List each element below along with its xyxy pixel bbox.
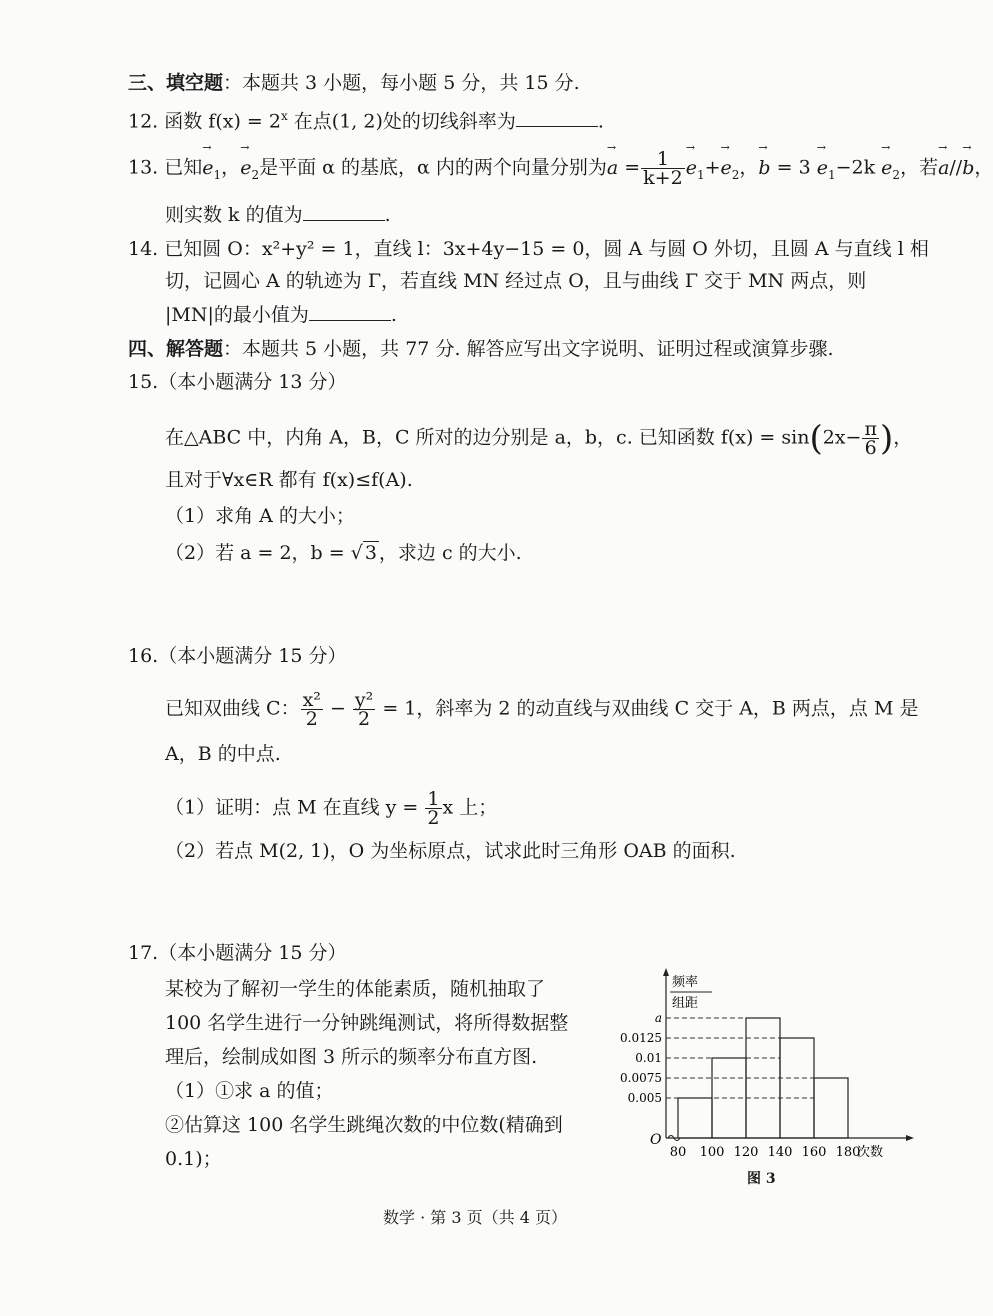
origin-label: O: [650, 1132, 662, 1148]
q12-number: 12.: [128, 110, 159, 133]
q12-text-pre: 函数 f(x) = 2: [164, 110, 281, 133]
q13-fraction: $\frac{1}{k+2}$: [643, 148, 683, 189]
q12-exponent: x: [280, 109, 288, 123]
x-tick-label-180: 180: [835, 1145, 861, 1160]
vector-e1-term: → $e_1$: [686, 155, 705, 188]
x-tick-label-80: 80: [669, 1145, 687, 1160]
x-tick-label-140: 140: [767, 1145, 793, 1160]
y-label-bottom: 组距: [672, 996, 699, 1011]
y-axis-arrow: [663, 968, 669, 976]
vector-e1: → $e_1$: [202, 155, 221, 188]
section3-header: [128, 70, 580, 96]
q14-answer-blank: [309, 302, 391, 321]
vector-e2-term: → $e_2$: [721, 155, 740, 188]
y-label-top: 频率: [672, 975, 699, 990]
chart-caption: 图 3: [747, 1171, 776, 1187]
x-axis-label: 次数: [856, 1145, 884, 1160]
question-12: [128, 103, 604, 134]
question-17-header: [128, 940, 346, 966]
x-tick-label-160: 160: [801, 1145, 827, 1160]
q16-line2: A，B 的中点.: [165, 743, 281, 765]
q13-eq: =: [618, 156, 641, 179]
q13-if: ，若: [900, 156, 939, 179]
q15-part1: （1）求角 A 的大小；: [165, 505, 355, 527]
q15-line2: 且对于∀x∈R 都有 f(x)≤f(A).: [165, 469, 413, 491]
q14-line2: 切，记圆心 A 的轨迹为 Γ，若直线 MN 经过点 O，且与曲线 Γ 交于 MN 两点，则: [165, 270, 867, 292]
q12-text-post: 在点(1, 2)处的切线斜率为: [287, 110, 516, 133]
q15-score: （本小题满分 13 分）: [158, 371, 347, 393]
q14-number: 14.: [128, 238, 159, 260]
q13-text-1: 已知: [164, 156, 203, 179]
histogram-bar-160-180: [814, 1078, 848, 1138]
q12-end: .: [597, 110, 604, 133]
y-tick-label-4: 0.005: [627, 1091, 662, 1105]
q13-answer-blank: [303, 202, 385, 221]
q12-answer-blank: [516, 108, 598, 127]
q15-number: 15.: [128, 371, 159, 393]
q17-number: 17.: [128, 942, 159, 964]
q17-part1: （1）①求 a 的值；: [165, 1080, 334, 1102]
q14-line1: 已知圆 O：x²+y² = 1，直线 l：3x+4y−15 = 0，圆 A 与圆 O 外切，且圆 A 与直线 l 相: [164, 238, 929, 260]
section4-desc: ：本题共 5 小题，共 77 分. 解答应写出文字说明、证明过程或演算步骤.: [223, 338, 834, 360]
q15-pi-over-6: $\frac{\pi}{6}$: [864, 418, 877, 459]
q15-part2: （2）若 a = 2，b = √ 3 ，求边 c 的大小.: [165, 542, 522, 564]
frequency-histogram: [608, 960, 928, 1160]
question-13: 13. 已知→ $e_1$，→ $e_2$是平面 α 的基底，α 内的两个向量分别为→ a = $\frac{1}{k+2}$ → $e_1+\to e_2$，→ $b = 3 \to e_1-2k \to e_2$，若→ a//→ b，: [128, 150, 993, 187]
x-axis-arrow: [906, 1135, 914, 1141]
q16-line1: 已知双曲线 C： $\frac{\text{x²}}{2}$ − $\frac{\text{y²}}{2}$ = 1，斜率为 2 的动直线与双曲线 C 交于 A，B 两点，点 M 是: [165, 689, 919, 730]
q13-text-2: 是平面 α 的基底，α 内的两个向量分别为: [259, 156, 607, 179]
vector-e2: → $e_2$: [240, 155, 259, 188]
y-tick-label-1: 0.0125: [620, 1031, 662, 1045]
section4-header: [128, 336, 834, 362]
question-15-header: [128, 369, 346, 395]
histogram-bar-80-100: [678, 1098, 712, 1138]
question-16-header: [128, 643, 346, 669]
q16-part1: （1）证明：点 M 在直线 y = $\frac{1}{2}$ x 上；: [165, 788, 498, 829]
q13-plus: +: [704, 156, 721, 179]
section4-heading: 四、解答题: [128, 338, 224, 360]
question-13-line2: 则实数 k 的值为 .: [165, 204, 391, 226]
q13-line2: 则实数 k 的值为: [165, 204, 303, 226]
q16-number: 16.: [128, 645, 159, 667]
question-14: [128, 236, 929, 262]
q17-score: （本小题满分 15 分）: [158, 942, 347, 964]
q16-score: （本小题满分 15 分）: [158, 645, 347, 667]
histogram-bar-140-160: [780, 1038, 814, 1138]
q17-part3: 0.1)；: [165, 1148, 222, 1170]
q13-minus: −2k: [835, 156, 882, 179]
q16-y2-over-2: $\frac{\text{y²}}{2}$: [354, 689, 374, 730]
question-14-line3: |MN|的最小值为 .: [165, 304, 397, 326]
y-tick-label-0: a: [654, 1011, 662, 1025]
vector-a: → a: [607, 155, 618, 181]
q15-arg: 2x−: [822, 426, 862, 449]
q13-number: 13.: [128, 156, 159, 179]
vector-b: → b: [758, 155, 770, 181]
y-tick-label-3: 0.0075: [620, 1071, 662, 1085]
q15-sqrt3: 3: [364, 542, 377, 564]
section3-heading: 三、填空题: [128, 72, 224, 94]
q17-line1: 某校为了解初一学生的体能素质，随机抽取了: [165, 978, 546, 1000]
q17-line3: 理后，绘制成如图 3 所示的频率分布直方图.: [165, 1046, 538, 1068]
page-footer: 数学 · 第 3 页（共 4 页）: [383, 1208, 567, 1227]
q15-line1: 在△ABC 中，内角 A，B，C 所对的边分别是 a，b，c. 已知函数 f(x) = sin(2x− $\frac{\pi}{6}$ )，: [165, 418, 913, 459]
section3-desc: ：本题共 3 小题，每小题 5 分，共 15 分.: [223, 72, 580, 94]
q16-x2-over-2: $\frac{\text{x²}}{2}$: [302, 689, 321, 730]
q16-part2: （2）若点 M(2, 1)，O 为坐标原点，试求此时三角形 OAB 的面积.: [165, 840, 736, 862]
q15-text-1: 在△ABC 中，内角 A，B，C 所对的边分别是 a，b，c. 已知函数 f(x) = sin: [165, 426, 810, 449]
q13-sep: ，: [221, 156, 241, 179]
q17-part2: ②估算这 100 名学生跳绳次数的中位数(精确到: [165, 1114, 563, 1136]
q14-line3: |MN|的最小值为: [165, 304, 309, 326]
x-tick-label-120: 120: [733, 1145, 759, 1160]
q17-line2: 100 名学生进行一分钟跳绳测试，将所得数据整: [165, 1012, 569, 1034]
x-tick-label-100: 100: [699, 1145, 725, 1160]
q16-one-half: $\frac{1}{2}$: [427, 788, 440, 829]
q13-parallel: //: [949, 156, 963, 179]
q13-b-def: = 3: [770, 156, 817, 179]
y-tick-label-2: 0.01: [635, 1051, 662, 1065]
